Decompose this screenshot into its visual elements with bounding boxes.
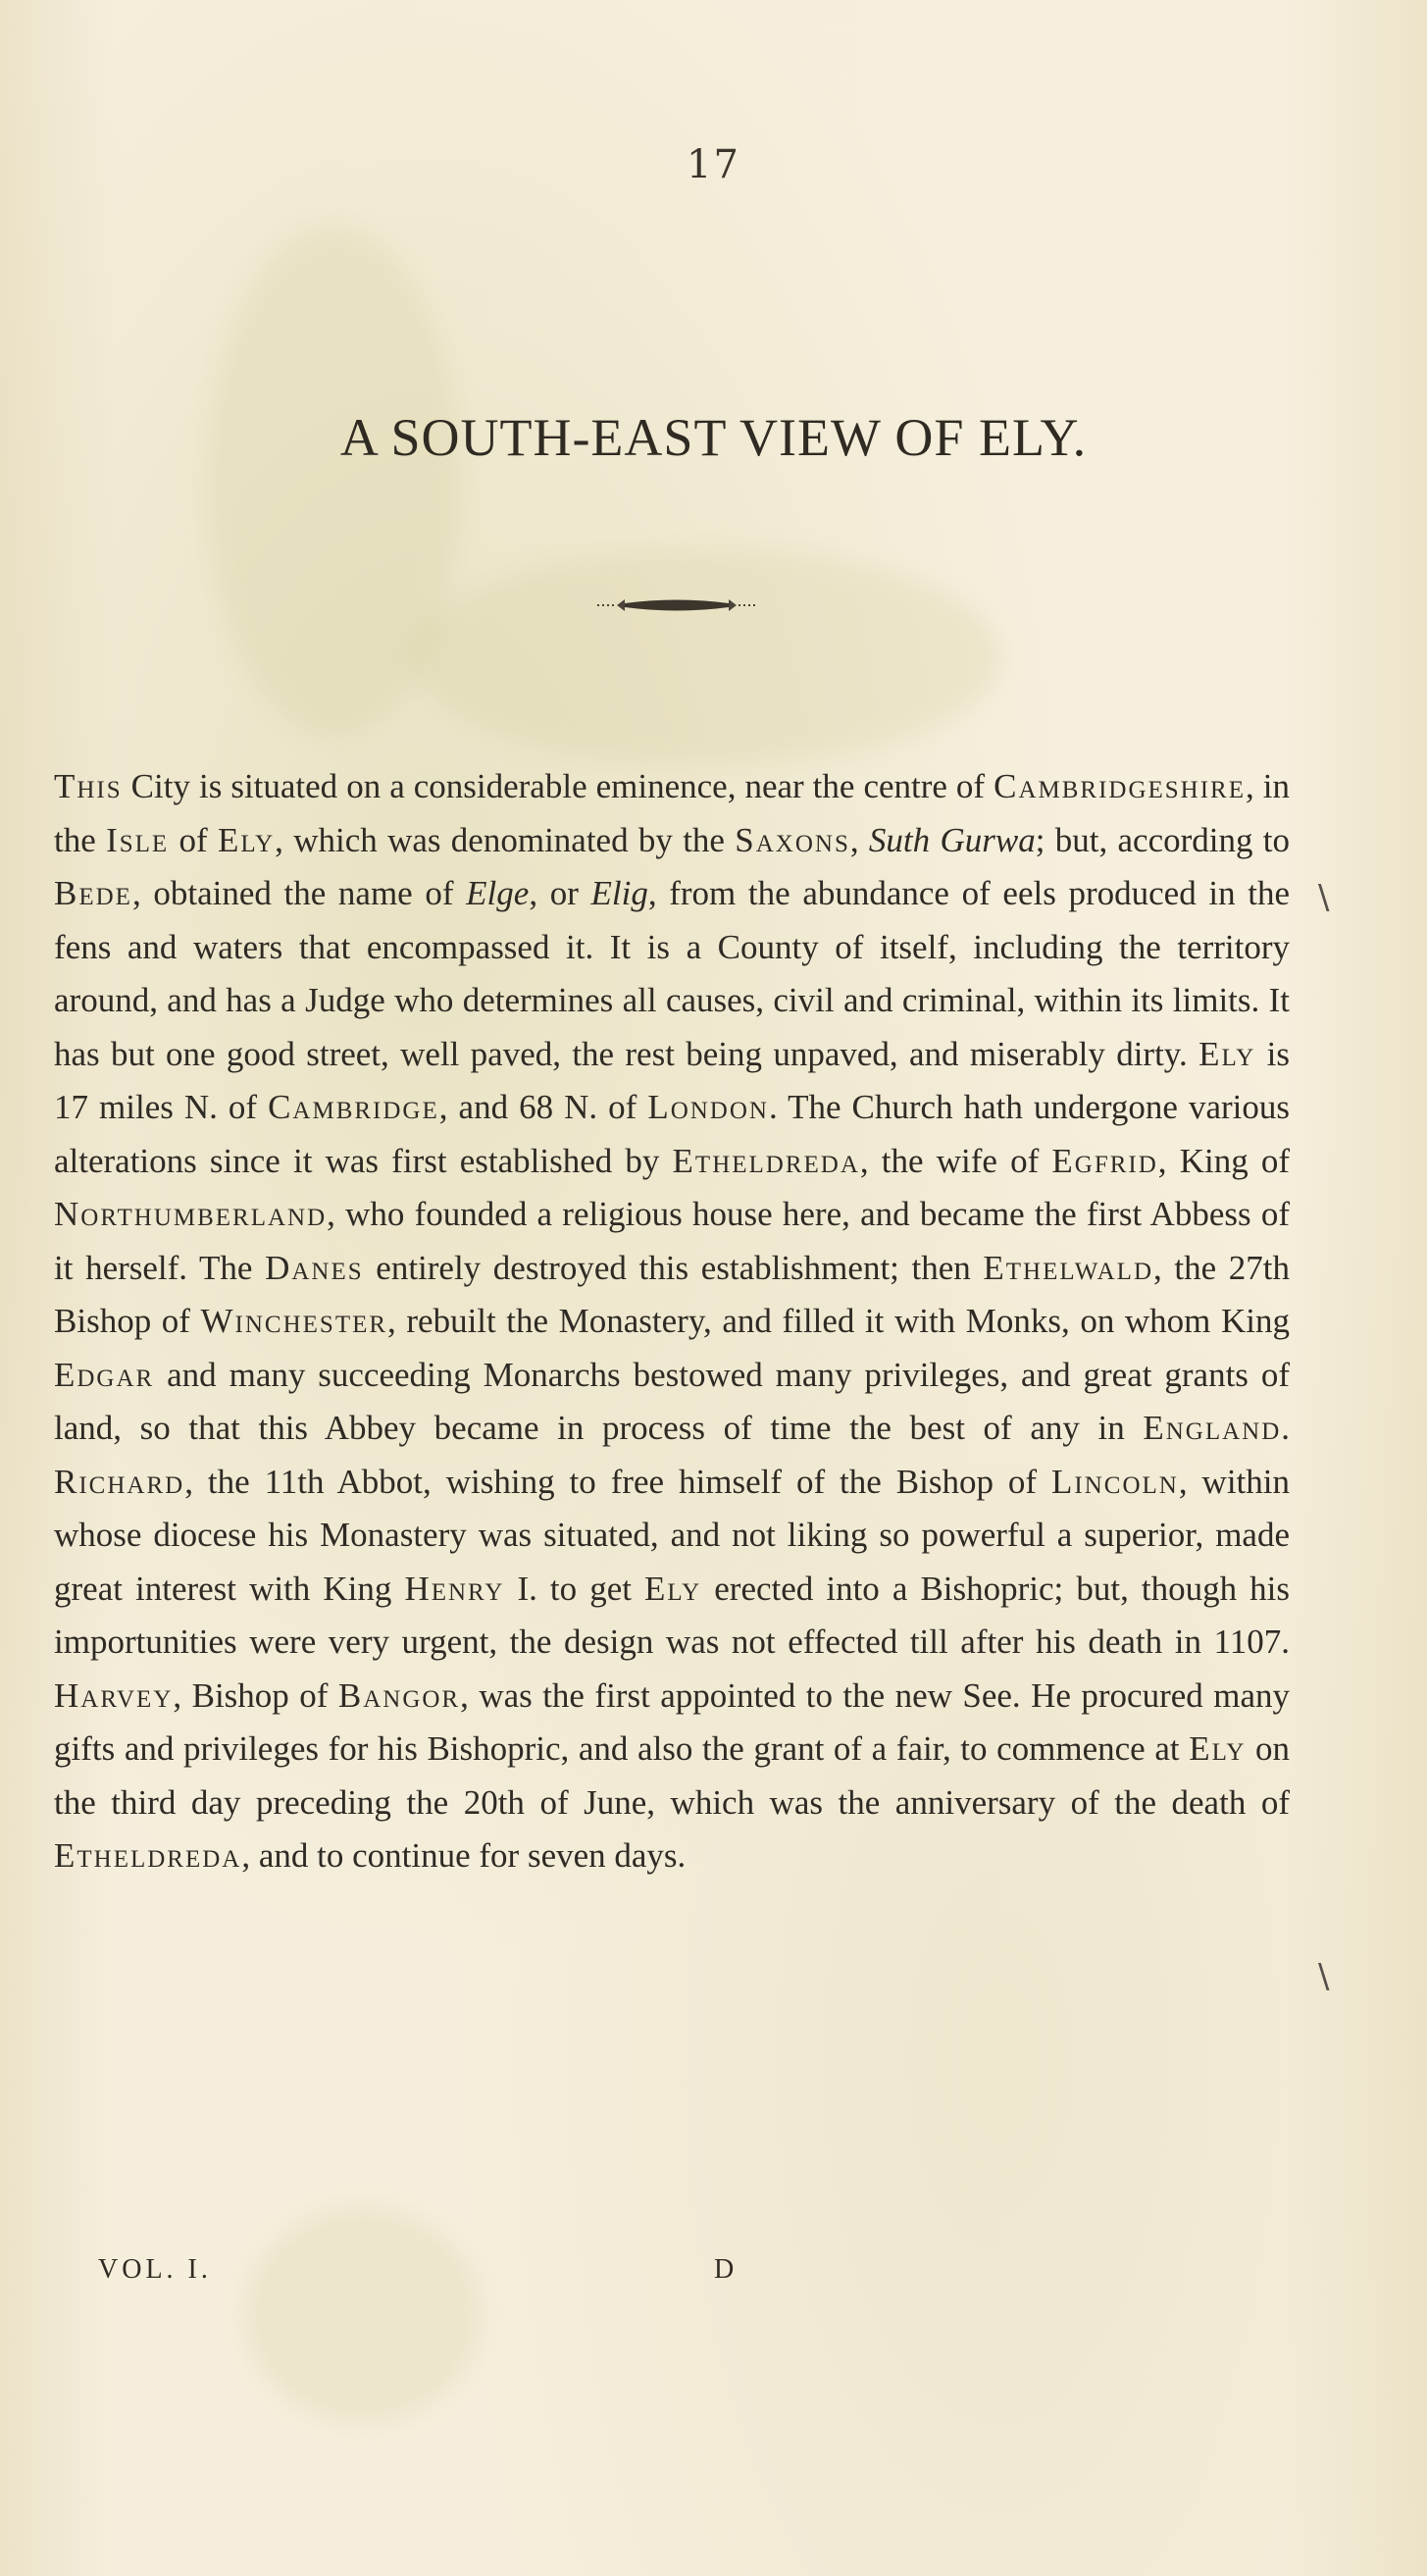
small-caps-text: Cambridgeshire xyxy=(994,767,1247,805)
text-run: , in the xyxy=(54,767,1290,859)
text-run: , rebuilt the Monastery, and filled it with Monks, on whom King xyxy=(387,1302,1290,1340)
page-title: A SOUTH-EAST VIEW OF ELY. xyxy=(339,408,1088,467)
text-run: , which was denominated by the xyxy=(275,820,736,859)
text-run: entirely destroyed this establishment; then xyxy=(363,1248,984,1287)
text-run: , King of xyxy=(1157,1141,1291,1180)
text-run: , obtained the name of xyxy=(131,874,467,912)
italic-text: Elig xyxy=(590,874,648,912)
margin-mark: \ xyxy=(1318,878,1330,917)
rule-ornament-icon xyxy=(593,594,760,616)
text-run: , and 68 N. of xyxy=(438,1088,648,1126)
text-run: . xyxy=(1281,1409,1290,1447)
small-caps-text: Henry xyxy=(404,1569,505,1608)
text-run: , Bishop of xyxy=(173,1675,338,1715)
text-run: . The Church hath undergone various alterations since it was first established by xyxy=(54,1088,1290,1180)
small-caps-text: Ely xyxy=(644,1569,702,1608)
small-caps-text: Ely xyxy=(217,820,276,859)
text-run: I. to get xyxy=(504,1569,645,1608)
italic-text: Suth Gurwa xyxy=(868,820,1036,859)
italic-text: Elge xyxy=(466,874,530,912)
text-run: , the 11th Abbot, wishing to free himself of the Bishop of xyxy=(184,1462,1052,1501)
page-number: 17 xyxy=(687,142,740,187)
paper-stain xyxy=(245,2207,481,2423)
small-caps-text: This xyxy=(54,767,123,805)
small-caps-text: Ely xyxy=(1198,1034,1256,1073)
text-run: , was the first appointed to the new See. He procured many gifts and privileges for his Bishopric, and also the grant of a fair, to commence at xyxy=(54,1675,1290,1768)
margin-mark: \ xyxy=(1318,1957,1330,1996)
small-caps-text: London xyxy=(647,1088,769,1126)
text-run: , within whose diocese his Monastery was situated, and not liking so powerful a superior, made great interest with King xyxy=(54,1462,1290,1608)
small-caps-text: Saxons xyxy=(735,820,850,859)
small-caps-text: Bangor xyxy=(337,1675,461,1715)
text-run: , and to continue for seven days. xyxy=(241,1836,687,1875)
small-caps-text: Etheldreda xyxy=(54,1836,242,1875)
small-caps-text: Edgar xyxy=(54,1355,155,1394)
text-run: and many succeeding Monarchs bestowed many privileges, and great grants of land, so that this Abbey became in process of time the best of any in xyxy=(54,1355,1290,1447)
text-run: ; but, according to xyxy=(1035,820,1291,859)
paper-stain xyxy=(412,549,1000,765)
small-caps-text: Lincoln xyxy=(1051,1462,1179,1501)
small-caps-text: Ely xyxy=(1189,1729,1247,1768)
small-caps-text: Bede xyxy=(54,874,132,912)
small-caps-text: Winchester xyxy=(200,1302,388,1340)
small-caps-text: Etheldreda xyxy=(672,1141,860,1180)
small-caps-text: Isle xyxy=(106,820,170,859)
text-run: , xyxy=(849,820,869,859)
small-caps-text: England xyxy=(1143,1409,1282,1447)
body-paragraph xyxy=(54,760,1290,1883)
text-run: , the 27th Bishop of xyxy=(54,1248,1291,1340)
text-run: City is situated on a considerable eminence, near the centre of xyxy=(122,767,994,805)
small-caps-text: Northumberland xyxy=(54,1195,328,1233)
small-caps-text: Danes xyxy=(265,1248,364,1287)
text-run: , the wife of xyxy=(859,1141,1052,1180)
text-run: is 17 miles N. of xyxy=(54,1034,1290,1126)
text-run: , from the abundance of eels produced in the fens and waters that encompassed it. It is a County of itself, including the territory around, and has a Judge who determines all causes, civil and criminal, within its limits. It has but one good street, well paved, the rest being unpaved, and miserably dirty. xyxy=(54,874,1290,1073)
text-run: , or xyxy=(529,874,591,912)
volume-label: VOL. I. xyxy=(98,2254,212,2285)
small-caps-text: Egfrid xyxy=(1051,1141,1158,1180)
signature-mark: D xyxy=(714,2254,739,2285)
small-caps-text: Richard xyxy=(54,1462,185,1501)
small-caps-text: Ethelwald xyxy=(983,1248,1154,1287)
small-caps-text: Cambridge xyxy=(268,1088,439,1126)
text-run: , who founded a religious house here, and became the first Abbess of it herself. The xyxy=(54,1195,1290,1287)
small-caps-text: Harvey xyxy=(54,1675,174,1715)
text-run: of xyxy=(169,820,218,859)
text-run: on the third day preceding the 20th of June, which was the anniversary of the death of xyxy=(54,1729,1290,1822)
text-run: erected into a Bishopric; but, though his importunities were very urgent, the design was not effected till after his death in 1107. xyxy=(54,1569,1290,1661)
